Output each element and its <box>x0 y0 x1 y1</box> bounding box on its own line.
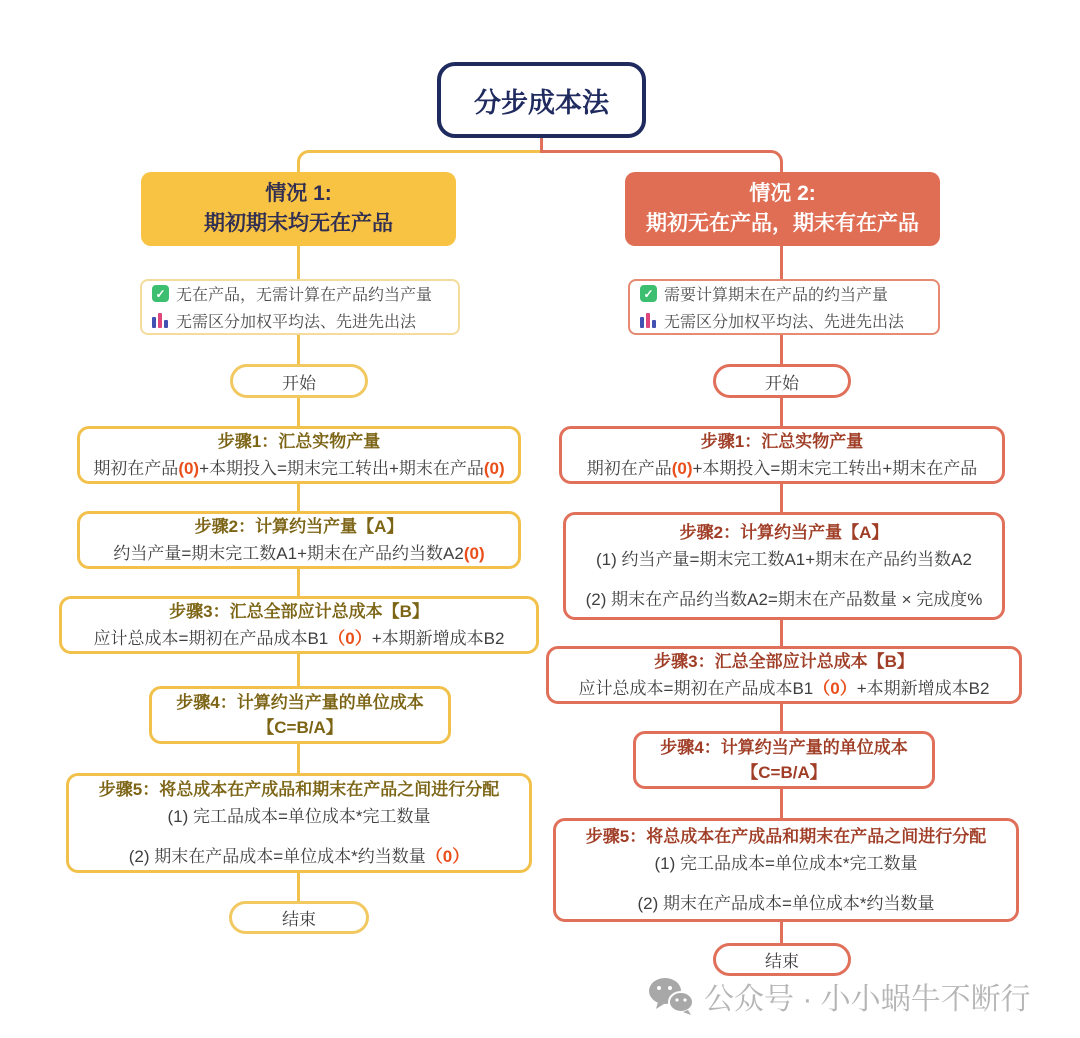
step-body: 期初在产品(0)+本期投入=期末完工转出+期末在产品 <box>586 459 978 478</box>
watermark <box>648 972 1068 1020</box>
bar-chart-icon <box>152 312 169 329</box>
case1-note-box <box>140 279 460 335</box>
case1-step3-box <box>59 596 539 654</box>
page-title: 分步成本法 <box>474 87 609 118</box>
zero-value: (0) <box>671 459 693 478</box>
title-node <box>437 62 646 138</box>
step-body: 应计总成本=期初在产品成本B1（0）+本期新增成本B2 <box>578 679 990 698</box>
zero-value: (0) <box>483 459 505 478</box>
step-title: 步骤1：汇总实物产量 <box>700 431 864 451</box>
wechat-icon <box>648 976 694 1016</box>
case1-step2-box <box>77 511 521 569</box>
check-icon: ✓ <box>640 285 657 302</box>
case1-note-check-line <box>152 282 458 305</box>
step-formula: 【C=B/A】 <box>741 763 827 782</box>
case2-header-line1: 情况 2: <box>749 181 816 205</box>
step-title: 步骤4：计算约当产量的单位成本 <box>660 737 908 757</box>
case1-note-chart-line <box>152 309 458 332</box>
case2-header <box>625 172 940 246</box>
step-title: 步骤3：汇总全部应计总成本【B】 <box>654 651 914 671</box>
step-title: 步骤3：汇总全部应计总成本【B】 <box>169 601 429 621</box>
case1-start-node <box>230 364 368 398</box>
start-label: 开始 <box>765 373 799 393</box>
zero-value: （0） <box>328 629 372 648</box>
step-line2: (2) 期末在产品成本=单位成本*约当数量（0） <box>128 846 470 866</box>
bar-chart-icon <box>640 312 657 329</box>
case2-note-box <box>628 279 940 335</box>
zero-value: （0） <box>425 846 470 866</box>
case2-note-check-line <box>640 282 938 305</box>
case1-step1-box <box>77 426 521 484</box>
step-title: 步骤5：将总成本在产成品和期末在产品之间进行分配 <box>585 826 987 846</box>
step-formula: 【C=B/A】 <box>257 718 343 737</box>
zero-value: （0） <box>813 679 857 698</box>
case1-end-node <box>229 901 369 934</box>
case2-step4-box <box>633 731 935 789</box>
zero-value: (0) <box>178 459 200 478</box>
note-text: 无需区分加权平均法、先进先出法 <box>176 314 417 331</box>
case1-header <box>141 172 456 246</box>
note-text: 无需区分加权平均法、先进先出法 <box>664 314 905 331</box>
step-body: 约当产量=期末完工数A1+期末在产品约当数A2(0) <box>113 544 485 563</box>
end-label: 结束 <box>765 952 799 971</box>
case2-step2-box <box>563 512 1005 620</box>
note-text: 无在产品，无需计算在产品约当产量 <box>176 287 433 304</box>
case2-header-line2: 期初无在产品，期末有在产品 <box>646 212 919 235</box>
case1-header-line1: 情况 1: <box>265 181 332 205</box>
zero-value: (0) <box>463 544 485 563</box>
step-line1: (1) 约当产量=期末完工数A1+期末在产品约当数A2 <box>596 550 972 570</box>
step-line1: (1) 完工品成本=单位成本*完工数量 <box>654 854 918 874</box>
step-title: 步骤2：计算约当产量【A】 <box>679 522 889 542</box>
step-body: 应计总成本=期初在产品成本B1（0）+本期新增成本B2 <box>93 629 505 648</box>
start-label: 开始 <box>282 373 316 393</box>
step-title: 步骤4：计算约当产量的单位成本 <box>176 692 424 712</box>
step-line1: (1) 完工品成本=单位成本*完工数量 <box>167 807 431 827</box>
step-body: 期初在产品(0)+本期投入=期末完工转出+期末在产品(0) <box>93 459 505 478</box>
step-title: 步骤1：汇总实物产量 <box>217 431 381 451</box>
case2-step1-box <box>559 426 1005 484</box>
case2-start-node <box>713 364 851 398</box>
watermark-text: 公众号 · 小小蜗牛不断行 <box>704 983 1031 1016</box>
step-line2: (2) 期末在产品约当数A2=期末在产品数量 × 完成度% <box>585 589 983 609</box>
step-title: 步骤5：将总成本在产成品和期末在产品之间进行分配 <box>98 779 500 799</box>
case2-step3-box <box>546 646 1022 704</box>
end-label: 结束 <box>282 910 316 929</box>
case2-step5-box <box>553 818 1019 922</box>
step-title: 步骤2：计算约当产量【A】 <box>194 516 404 536</box>
case1-header-line2: 期初期末均无在产品 <box>204 212 393 235</box>
case2-note-chart-line <box>640 309 938 332</box>
case1-step4-box <box>149 686 451 744</box>
note-text: 需要计算期末在产品的约当产量 <box>664 287 889 304</box>
step-line2: (2) 期末在产品成本=单位成本*约当数量 <box>637 893 935 913</box>
check-icon: ✓ <box>152 285 169 302</box>
case1-step5-box <box>66 773 532 873</box>
